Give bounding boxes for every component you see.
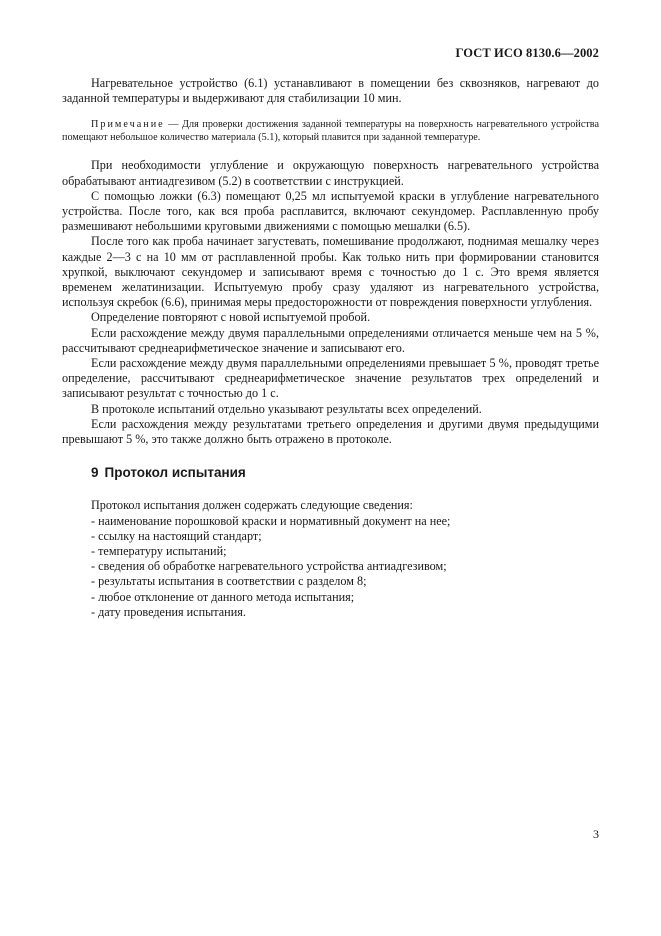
paragraph-difference-more: Если расхождение между двумя параллельными определениями превышает 5 %, проводят третье определение, рассчитывают среднеарифметическое значение результатов трех определений и записывают результат с точностью до 1 с. <box>62 356 599 401</box>
paragraph-difference-less: Если расхождение между двумя параллельными определениями отличается меньше чем на 5 %, рассчитывают среднеарифметическое значение и записывают его. <box>62 325 599 355</box>
paragraph-third-determination: Если расхождения между результатами третьего определения и другими двумя предыдущими превышают 5 %, это также должно быть отражено в протоколе. <box>62 416 599 447</box>
note-text: — Для проверки достижения заданной температуры на поверхность нагревательного устройства помещают небольшое количество материала (5.1), который плавится при заданной температуре. <box>62 119 599 144</box>
document-body <box>62 76 599 620</box>
paragraph-report-results: В протоколе испытаний отдельно указывают результаты всех определений. <box>91 401 482 416</box>
report-items-list <box>62 514 599 620</box>
list-item: - любое отклонение от данного метода испытания; <box>91 589 355 604</box>
page-number: 3 <box>593 827 599 841</box>
section-number: 9 <box>91 465 99 481</box>
paragraph-heating-device: Нагревательное устройство (6.1) устанавливают в помещении без сквозняков, нагревают до заданной температуры и выдерживают для стабилизации 10 мин. <box>62 76 599 106</box>
paragraph-spoon-sample: С помощью ложки (6.3) помещают 0,25 мл испытуемой краски в углубление нагревательного устройства. После того, как вся проба расплавится, включают секундомер. Расплавленную пробу размешивают небольшими круговыми движениями с помощью мешалки (6.5). <box>62 188 599 234</box>
paragraph-gelation: После того как проба начинает загустевать, помешивание продолжают, поднимая мешалку через каждые 2—3 с на 10 мм от расплавленной пробы. Как только нить при формировании становится хрупкой, выключают секундомер и записывают время с точностью до 1 с. Это время является временем желатинизации. Испытуемую пробу сразу удаляют из нагревательного устройства, используя скребок (6.6), принимая меры предосторожности от повреждения поверхности углубления. <box>62 234 599 310</box>
paragraph-repeat: Определение повторяют с новой испытуемой пробой. <box>91 310 371 325</box>
list-item: - дату проведения испытания. <box>91 604 246 619</box>
note-label: Примечание <box>91 119 165 131</box>
section-9-intro: Протокол испытания должен содержать следующие сведения: <box>91 498 413 513</box>
list-item: - ссылку на настоящий стандарт; <box>91 528 262 543</box>
section-9-heading <box>91 465 599 480</box>
section-title: Протокол испытания <box>104 465 246 481</box>
list-item: - температуру испытаний; <box>91 544 227 559</box>
standard-code-header: ГОСТ ИСО 8130.6—2002 <box>455 46 599 60</box>
paragraph-antiadhesive: При необходимости углубление и окружающую поверхность нагревательного устройства обрабатывают антиадгезивом (5.2) в соответствии с инструкцией. <box>62 158 599 188</box>
note-paragraph <box>62 118 599 144</box>
list-item: - результаты испытания в соответствии с разделом 8; <box>91 574 367 589</box>
list-item: - сведения об обработке нагревательного устройства антиадгезивом; <box>91 559 447 574</box>
list-item: - наименование порошковой краски и нормативный документ на нее; <box>91 513 451 528</box>
